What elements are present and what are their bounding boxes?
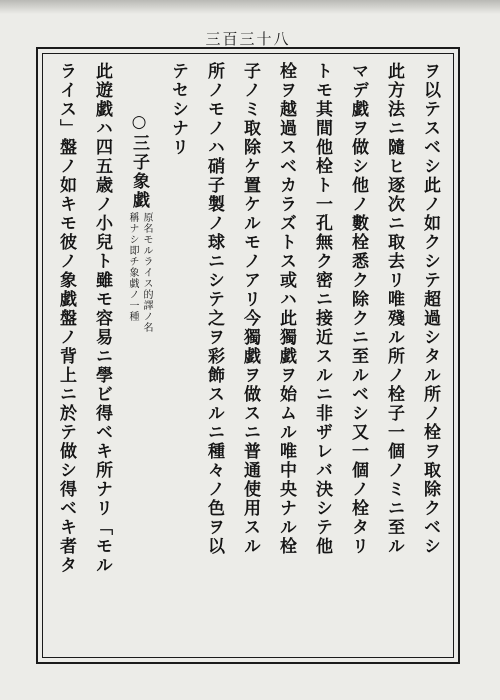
page-number: 三百三十八 bbox=[205, 30, 291, 48]
text-column-5: 栓ヲ越過スベカラズトス或ハ此獨戯ヲ始ムル唯中央ナル栓 bbox=[276, 62, 296, 556]
page-edge-shadow bbox=[0, 0, 500, 14]
text-column-3: マデ戯ヲ做シ他ノ數栓悉ク除クニ至ルベシ又一個ノ栓タリ bbox=[348, 62, 368, 556]
section-note-line-1: 原名モルライス的譯ノ名 bbox=[141, 212, 152, 333]
text-column-8: テセシナリ bbox=[168, 62, 188, 157]
section-marker: ○ bbox=[129, 112, 149, 134]
text-column-2: 此方法ニ隨ヒ逐次ニ取去リ唯殘ル所ノ栓子一個ノミニ至ル bbox=[384, 62, 404, 556]
body-column-2: ライス」盤ノ如キモ彼ノ象戯盤ノ背上ニ於テ做シ得ベキ者タ bbox=[56, 62, 76, 575]
section-heading bbox=[124, 112, 154, 552]
body-column-1: 此遊戯ハ四五歳ノ小兒ト雖モ容易ニ學ビ得ベキ所ナリ「モル bbox=[92, 62, 112, 575]
text-column-4: トモ其間他栓ト一孔無ク密ニ接近スルニ非ザレバ決シテ他 bbox=[312, 62, 332, 556]
section-heading-title bbox=[126, 112, 152, 212]
text-column-6: 子ノミ取除ケ置ケルモノアリ今獨戯ヲ做スニ普通使用スル bbox=[240, 62, 260, 556]
section-title: 三子象戯 bbox=[129, 134, 149, 210]
text-column-1: ヲ以テスベシ此ノ如クシテ超過シタル所ノ栓ヲ取除クベシ bbox=[420, 62, 440, 556]
section-note-line-2: 稱ナシ即チ象戯ノ一種 bbox=[127, 212, 138, 322]
text-column-7: 所ノモノハ硝子製ノ球ニシテ之ヲ彩飾スルニ種々ノ色ヲ以 bbox=[204, 62, 224, 556]
